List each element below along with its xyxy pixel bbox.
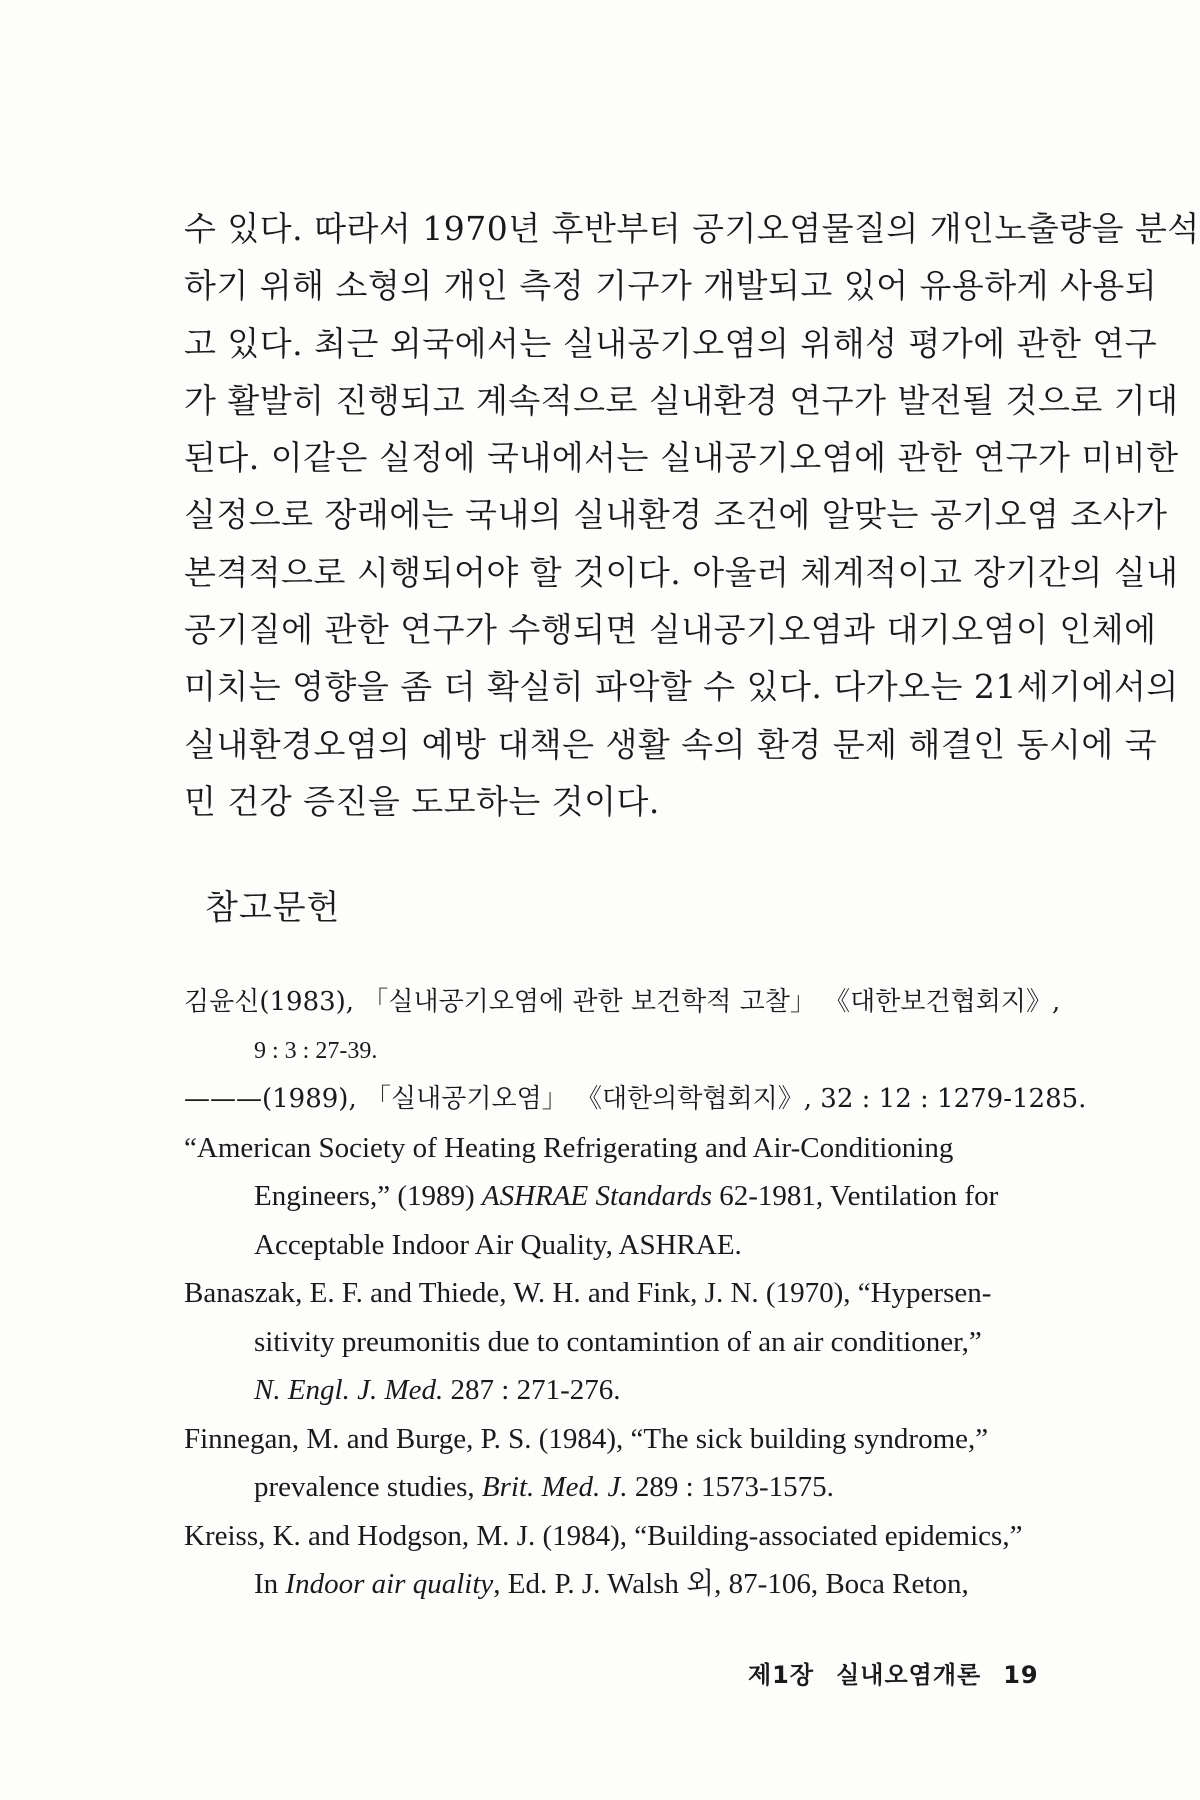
ref-journal-title: ASHRAE Standards — [481, 1180, 713, 1212]
reference-entry-banaszak-cont — [184, 1366, 1044, 1415]
page-number: 19 — [1003, 1661, 1039, 1689]
body-line: 가 활발히 진행되고 계속적으로 실내환경 연구가 발전될 것으로 기대 — [184, 380, 1179, 420]
reference-entry-kim-1989: ———(1989), 「실내공기오염」 《대한의학협회지》, 32 : 12 : 1279-1285. — [184, 1084, 1087, 1114]
ref-text: 62-1981, Ventilation for — [712, 1180, 999, 1212]
reference-entry-kim-1983: 김윤신(1983), 「실내공기오염에 관한 보건학적 고찰」 《대한보건협회지》, — [184, 987, 1061, 1017]
body-paragraph — [184, 200, 1200, 830]
chapter-title: 실내오염개론 — [836, 1661, 982, 1689]
chapter-number: 제1장 — [748, 1661, 815, 1689]
page-footer — [748, 1655, 1039, 1690]
body-line: 실내환경오염의 예방 대책은 생활 속의 환경 문제 해결인 동시에 국 — [184, 724, 1158, 764]
references-list — [184, 978, 1087, 1609]
reference-entry-finnegan-cont — [184, 1463, 1044, 1512]
body-line: 민 건강 증진을 도모하는 것이다. — [184, 781, 660, 821]
ref-book-title: Indoor air quality — [285, 1568, 494, 1600]
ref-journal-title: Brit. Med. J. — [481, 1471, 628, 1503]
reference-entry-ashrae-cont — [184, 1172, 1044, 1221]
ref-text: 289 : 1573-1575. — [627, 1471, 834, 1503]
ref-text: , Ed. P. J. Walsh 외, 87-106, Boca Reton, — [493, 1568, 969, 1600]
body-line: 된다. 이같은 실정에 국내에서는 실내공기오염에 관한 연구가 미비한 — [184, 438, 1179, 478]
body-line: 하기 위해 소형의 개인 측정 기구가 개발되고 있어 유용하게 사용되 — [184, 266, 1158, 306]
body-line: 수 있다. 따라서 1970년 후반부터 공기오염물질의 개인노출량을 분석 — [184, 209, 1200, 248]
body-line: 고 있다. 최근 외국에서는 실내공기오염의 위해성 평가에 관한 연구 — [184, 323, 1158, 363]
reference-entry-kim-1983-cont: 9 : 3 : 27-39. — [254, 1037, 378, 1064]
body-line: 미치는 영향을 좀 더 확실히 파악할 수 있다. 다가오는 21세기에서의 — [184, 667, 1179, 707]
reference-entry-ashrae: “American Society of Heating Refrigerating and Air-Conditioning — [184, 1131, 954, 1164]
ref-text: 287 : 271-276. — [443, 1374, 621, 1406]
ref-text: In — [254, 1568, 286, 1600]
ref-text: Engineers,” (1989) — [254, 1180, 482, 1212]
references-heading: 참고문헌 — [205, 888, 341, 928]
reference-entry-kreiss: Kreiss, K. and Hodgson, M. J. (1984), “Building-associated epidemics,” — [184, 1519, 1023, 1552]
ref-text: prevalence studies, — [254, 1471, 482, 1503]
reference-entry-banaszak-cont: sitivity preumonitis due to contamintion of an air conditioner,” — [254, 1325, 982, 1358]
body-line: 실정으로 장래에는 국내의 실내환경 조건에 알맞는 공기오염 조사가 — [184, 495, 1168, 535]
reference-entry-finnegan: Finnegan, M. and Burge, P. S. (1984), “The sick building syndrome,” — [184, 1422, 989, 1455]
reference-entry-banaszak: Banaszak, E. F. and Thiede, W. H. and Fink, J. N. (1970), “Hypersen- — [184, 1277, 992, 1309]
ref-journal-title: N. Engl. J. Med. — [254, 1374, 444, 1406]
body-line: 본격적으로 시행되어야 할 것이다. 아울러 체계적이고 장기간의 실내 — [184, 552, 1179, 592]
reference-entry-kreiss-cont — [184, 1560, 1044, 1609]
reference-entry-ashrae-cont: Acceptable Indoor Air Quality, ASHRAE. — [254, 1228, 742, 1261]
body-line: 공기질에 관한 연구가 수행되면 실내공기오염과 대기오염이 인체에 — [184, 610, 1157, 650]
